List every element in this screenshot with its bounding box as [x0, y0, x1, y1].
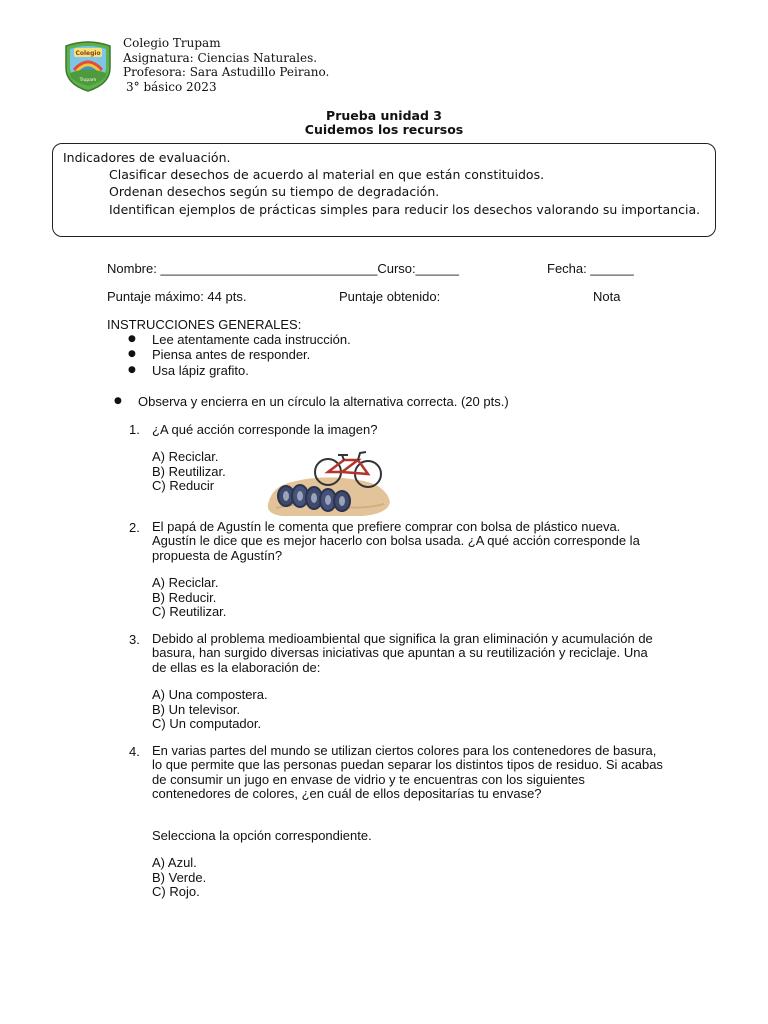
question-number: 3.	[129, 632, 140, 647]
indicators-list	[109, 166, 704, 218]
bullet-icon: ●	[128, 349, 136, 359]
instruction-item: Piensa antes de responder.	[152, 347, 311, 362]
question-text: ¿A qué acción corresponde la imagen?	[152, 422, 378, 437]
option-b[interactable]: B) Reutilizar.	[152, 463, 226, 479]
question-number: 2.	[129, 520, 140, 535]
indicator-item: Identifican ejemplos de prácticas simples para reducir los desechos valorando su importancia.	[109, 201, 701, 217]
bullet-icon: ●	[128, 334, 136, 344]
option-c[interactable]: C) Reutilizar.	[152, 604, 227, 619]
instruction-item: Lee atentamente cada instrucción.	[152, 332, 351, 347]
subject: Asignatura: Ciencias Naturales.	[123, 50, 318, 65]
exam-subtitle: Cuidemos los recursos	[304, 122, 464, 137]
question-extra: Selecciona la opción correspondiente.	[152, 828, 372, 843]
option-b[interactable]: B) Un televisor.	[152, 701, 241, 717]
indicator-item: Ordenan desechos según su tiempo de degradación.	[109, 184, 440, 200]
question-options	[152, 450, 226, 494]
logo-text: Colegio	[75, 50, 101, 57]
school-name: Colegio Trupam	[123, 36, 221, 50]
option-a[interactable]: A) Una compostera.	[152, 687, 268, 702]
teacher: Profesora: Sara Astudillo Peirano.	[123, 65, 330, 80]
indicators-box	[52, 143, 716, 237]
bullet-icon: ●	[114, 396, 122, 406]
school-logo-icon	[62, 40, 114, 92]
option-a[interactable]: A) Reciclar.	[152, 449, 219, 464]
obtained-score: Puntaje obtenido:	[339, 289, 441, 304]
exam-title: Prueba unidad 3	[326, 108, 442, 123]
option-a[interactable]: A) Azul.	[152, 855, 197, 870]
instructions-title: INSTRUCCIONES GENERALES:	[107, 317, 302, 332]
question-options	[152, 688, 268, 732]
school-info	[123, 36, 329, 94]
question-options	[152, 576, 226, 620]
bullet-icon: ●	[128, 365, 136, 375]
question-text: En varias partes del mundo se utilizan ciertos colores para los contenedores de basura, lo que permite que las personas puedan separar los distintos tipos de residuo. Si acabas de consumir un jugo en envase de vidrio y te encuentras con los siguientes contenedores de colores, ¿en cuál de ellos depositarías tu envase?	[152, 743, 663, 801]
grade-year: 3° básico 2023	[126, 79, 217, 94]
option-a[interactable]: A) Reciclar.	[152, 575, 219, 590]
option-b[interactable]: B) Verde.	[152, 869, 207, 885]
indicator-item: Clasificar desechos de acuerdo al material en que están constituidos.	[109, 167, 545, 182]
question-text: El papá de Agustín le comenta que prefiere comprar con bolsa de plástico nueva. Agustín le dice que es mejor hacerlo con bolsa usada. ¿A qué acción corresponde la propuesta de Agustín?	[152, 519, 640, 563]
option-c[interactable]: C) Un computador.	[152, 716, 262, 731]
logo-subtext: Trupam	[79, 78, 97, 83]
indicators-title: Indicadores de evaluación.	[63, 150, 231, 165]
instruction-item: Usa lápiz grafito.	[152, 363, 249, 378]
question-number: 1.	[129, 422, 140, 437]
question-text: Debido al problema medioambiental que significa la gran eliminación y acumulación de basura, han surgido diversas iniciativas que apuntan a su reutilización y reciclaje. Una de ellas es la elaboración de:	[152, 631, 653, 675]
max-score: Puntaje máximo: 44 pts.	[107, 289, 247, 304]
option-b[interactable]: B) Reducir.	[152, 589, 217, 605]
question-options	[152, 856, 206, 900]
name-course-field: Nombre: ______________________________Curso:______	[107, 261, 460, 276]
grade-label: Nota	[593, 289, 621, 304]
date-field: Fecha: ______	[547, 261, 634, 276]
option-c[interactable]: C) Reducir	[152, 478, 215, 493]
bicycle-tires-image	[262, 446, 392, 518]
question-number: 4.	[129, 744, 140, 759]
option-c[interactable]: C) Rojo.	[152, 884, 200, 899]
section-instruction: Observa y encierra en un círculo la alternativa correcta. (20 pts.)	[138, 394, 509, 409]
